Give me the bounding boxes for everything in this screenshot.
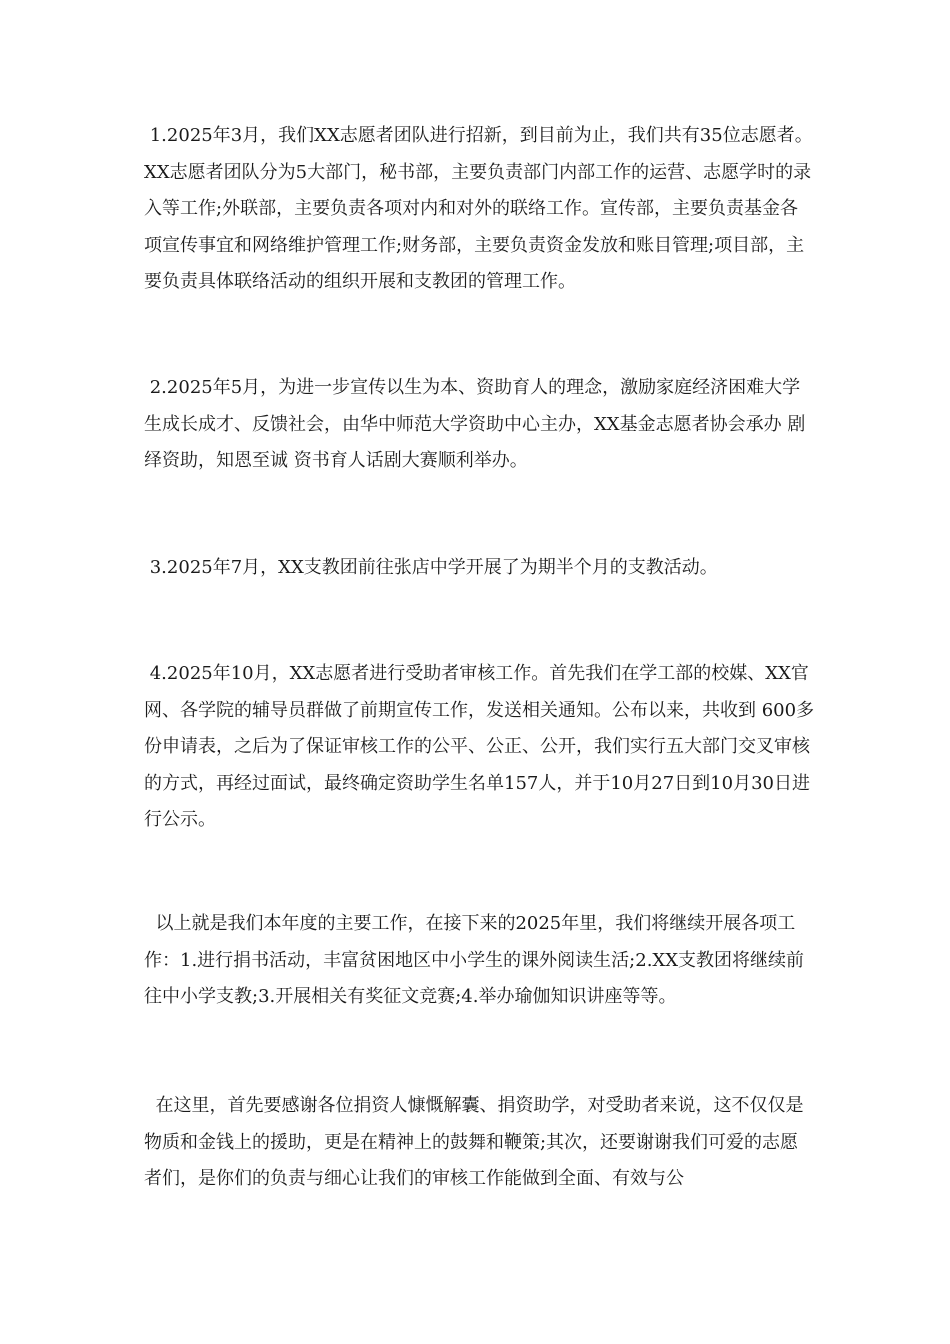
paragraph-drama-contest: 2.2025年5月，为进一步宣传以生为本、资助育人的理念，激励家庭经济困难大学生成长成才、反馈社会，由华中师范大学资助中心主办，XX基金志愿者协会承办 剧绎资助，知恩至诚 资书育人话剧大赛顺利举办。 — [144, 377, 806, 471]
paragraph-teaching-activity: 3.2025年7月，XX支教团前往张店中学开展了为期半个月的支教活动。 — [144, 557, 718, 578]
paragraph-future-plans: 以上就是我们本年度的主要工作，在接下来的2025年里，我们将继续开展各项工作：1.进行捐书活动，丰富贫困地区中小学生的课外阅读生活;2.XX支教团将继续前往中小学支教;3.开展相关有奖征文竞赛;4.举办瑜伽知识讲座等等。 — [144, 913, 805, 1007]
paragraph-review-work: 4.2025年10月，XX志愿者进行受助者审核工作。首先我们在学工部的校媒、XX官网、各学院的辅导员群做了前期宣传工作，发送相关通知。公布以来，共收到 600多份申请表，之后为了保证审核工作的公平、公正、公开，我们实行五大部门交叉审核的方式，再经过面试，最终确定资助学生名单157人，并于10月27日到10月30日进行公示。 — [144, 663, 815, 830]
paragraph-recruitment: 1.2025年3月，我们XX志愿者团队进行招新，到目前为止，我们共有35位志愿者。XX志愿者团队分为5大部门，秘书部，主要负责部门内部工作的运营、志愿学时的录入等工作;外联部，主要负责各项对内和对外的联络工作。宣传部，主要负责基金各项宣传事宜和网络维护管理工作;财务部，主要负责资金发放和账目管理;项目部，主要负责具体联络活动的组织开展和支教团的管理工作。 — [144, 125, 813, 292]
paragraph-acknowledgements: 在这里，首先要感谢各位捐资人慷慨解囊、捐资助学，对受助者来说，这不仅仅是物质和金钱上的援助，更是在精神上的鼓舞和鞭策;其次，还要谢谢我们可爱的志愿者们，是你们的负责与细心让我们的审核工作能做到全面、有效与公 — [144, 1095, 804, 1189]
